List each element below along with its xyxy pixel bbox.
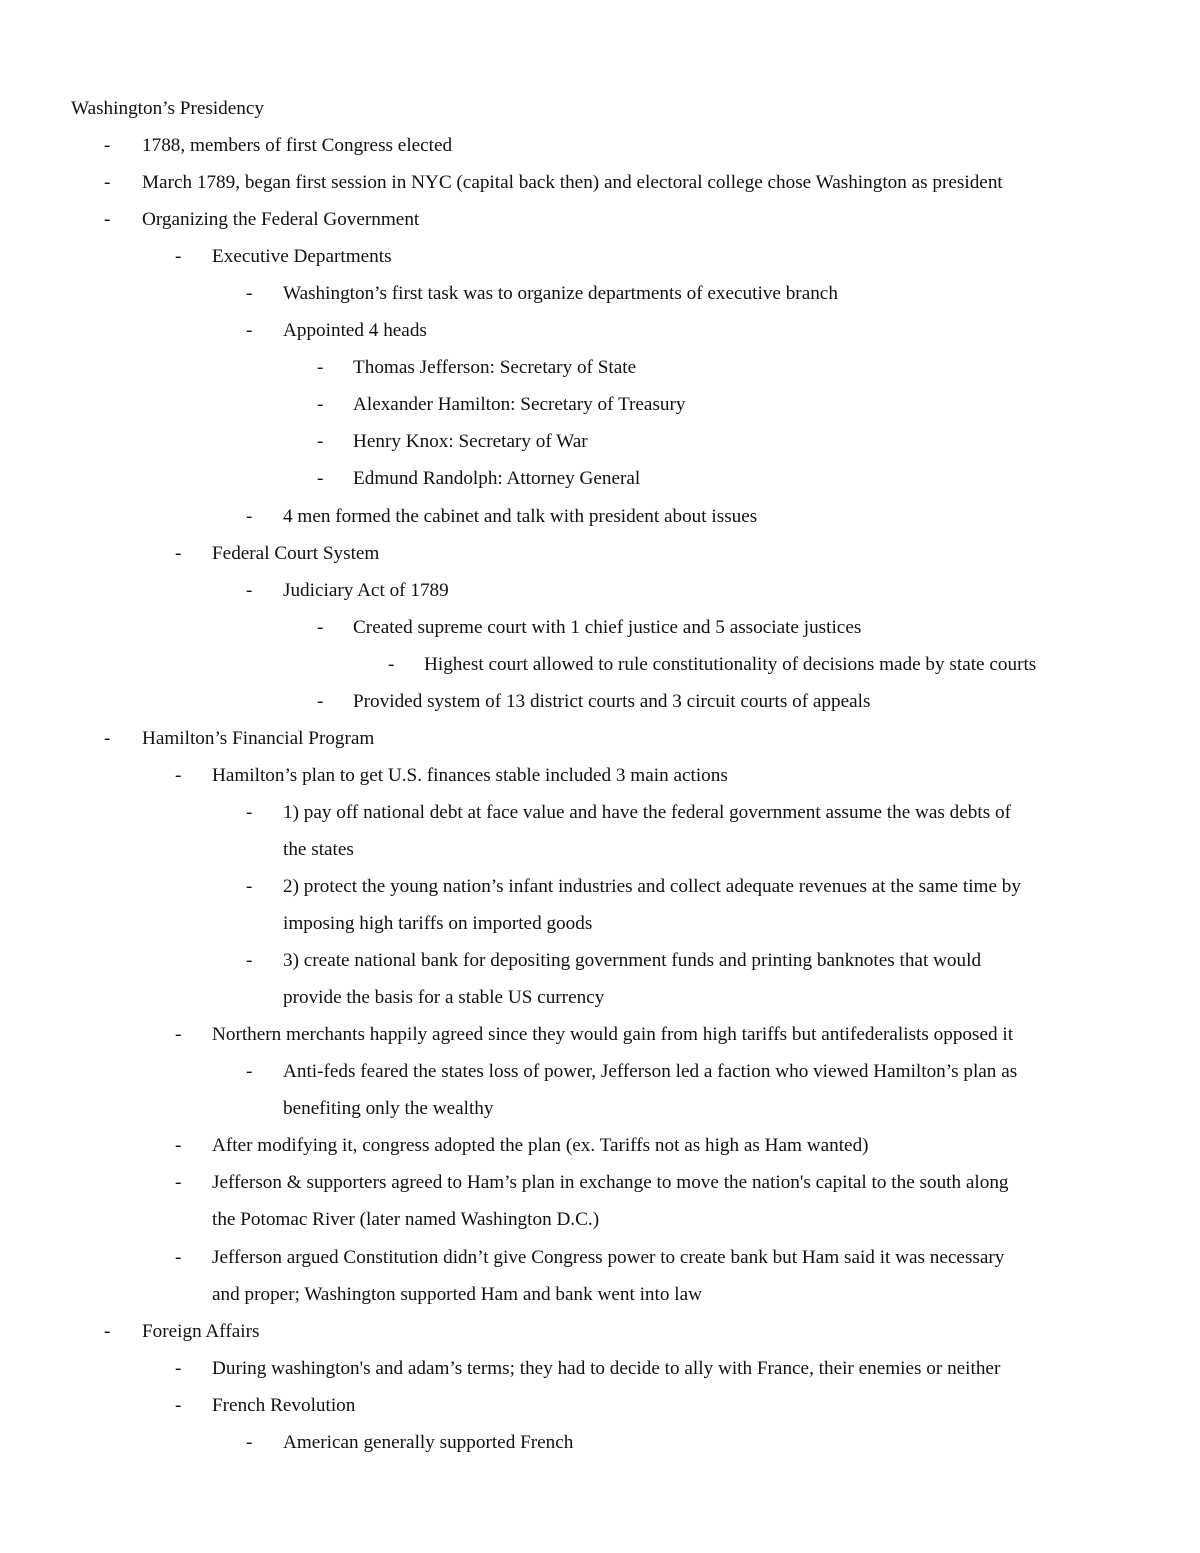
list-item-text: French Revolution [212,1394,356,1416]
bullet-dash: - [175,1394,182,1416]
list-item-text: Henry Knox: Secretary of War [353,431,588,453]
bullet-dash: - [246,1061,253,1083]
list-item-text: the states [283,838,354,860]
list-item-text: 1) pay off national debt at face value and have the federal government assume the was debts of [283,801,1011,823]
bullet-dash: - [104,135,111,156]
list-item-text: provide the basis for a stable US currency [283,987,605,1009]
list-item-text: Executive Departments [212,246,392,268]
bullet-dash: - [317,616,324,638]
bullet-dash: - [175,246,182,268]
bullet-dash: - [175,1357,182,1379]
list-item-text: the Potomac River (later named Washington D.C.) [212,1209,600,1231]
bullet-dash: - [175,1246,182,1268]
list-item-text: 3) create national bank for depositing government funds and printing banknotes that would [283,950,982,972]
bullet-dash: - [317,357,324,379]
list-item-text: Judiciary Act of 1789 [283,579,449,601]
bullet-dash: - [175,764,182,786]
list-item-text: American generally supported French [283,1431,574,1453]
bullet-dash: - [104,727,111,749]
bullet-dash: - [175,1024,182,1046]
bullet-dash: - [246,579,253,601]
list-item-text: 2) protect the young nation’s infant industries and collect adequate revenues at the same time by [283,876,1021,897]
list-item-text: Washington’s first task was to organize departments of executive branch [283,283,838,305]
list-item-text: Jefferson & supporters agreed to Ham’s plan in exchange to move the nation's capital to the south along [212,1172,1009,1194]
bullet-dash: - [317,394,324,416]
list-item-text: Jefferson argued Constitution didn’t give Congress power to create bank but Ham said it was necessary [212,1246,1005,1268]
list-item-text: Foreign Affairs [142,1320,260,1342]
list-item-text: Hamilton’s Financial Program [142,727,375,749]
list-item-text: Federal Court System [212,542,380,564]
list-item-text: March 1789, began first session in NYC (capital back then) and electoral college chose Washington as president [142,172,1003,194]
list-item-text: Alexander Hamilton: Secretary of Treasury [353,394,686,416]
bullet-dash: - [104,1320,111,1342]
bullet-dash: - [246,320,253,342]
bullet-dash: - [246,801,253,823]
bullet-dash: - [246,283,253,305]
list-item-text: benefiting only the wealthy [283,1098,494,1120]
list-item-text: Northern merchants happily agreed since they would gain from high tariffs but antifederalists opposed it [212,1024,1014,1046]
list-item-text: Provided system of 13 district courts and 3 circuit courts of appeals [353,690,871,712]
bullet-dash: - [317,431,324,453]
list-item-text: 4 men formed the cabinet and talk with president about issues [283,505,758,527]
bullet-dash: - [246,876,253,897]
list-item-text: Anti-feds feared the states loss of power, Jefferson led a faction who viewed Hamilton’s plan as [283,1061,1018,1083]
list-item-text: Hamilton’s plan to get U.S. finances stable included 3 main actions [212,764,728,786]
list-item-text: Thomas Jefferson: Secretary of State [353,357,637,379]
document-title: Washington’s Presidency [71,98,264,119]
list-item-text: After modifying it, congress adopted the plan (ex. Tariffs not as high as Ham wanted) [212,1135,869,1157]
bullet-dash: - [175,542,182,564]
bullet-dash: - [104,172,111,194]
bullet-dash: - [175,1135,182,1157]
list-item-text: and proper; Washington supported Ham and bank went into law [212,1283,702,1305]
bullet-dash: - [388,653,395,675]
bullet-dash: - [246,1431,253,1453]
bullet-dash: - [246,505,253,527]
bullet-dash: - [317,468,324,490]
list-item-text: imposing high tariffs on imported goods [283,913,593,935]
bullet-dash: - [104,209,111,231]
bullet-dash: - [246,950,253,972]
list-item-text: 1788, members of first Congress elected [142,135,453,156]
bullet-dash: - [175,1172,182,1194]
bullet-dash: - [317,690,324,712]
list-item-text: Edmund Randolph: Attorney General [353,468,641,490]
list-item-text: Appointed 4 heads [283,320,427,342]
list-item-text: Created supreme court with 1 chief justice and 5 associate justices [353,616,862,638]
list-item-text: During washington's and adam’s terms; they had to decide to ally with France, their enemies or neither [212,1357,1001,1379]
list-item-text: Highest court allowed to rule constitutionality of decisions made by state courts [424,653,1037,675]
list-item-text: Organizing the Federal Government [142,209,420,231]
